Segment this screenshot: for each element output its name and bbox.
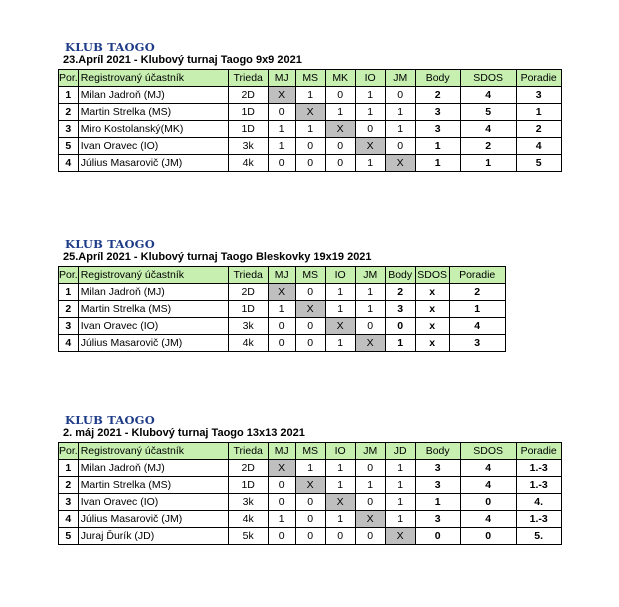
- column-header: MJ: [268, 443, 295, 460]
- table-cell: 1: [355, 477, 385, 494]
- table-cell: 4k: [228, 335, 268, 352]
- column-header: SDOS: [460, 70, 516, 87]
- table-cell: 1.-3: [516, 460, 561, 477]
- column-header: JM: [385, 70, 415, 87]
- table-cell: 5: [460, 104, 516, 121]
- table-cell: X: [268, 284, 295, 301]
- table-row: [59, 318, 506, 335]
- table-cell: 1: [415, 494, 460, 511]
- table-cell: x: [415, 284, 449, 301]
- rank-cell: 2: [59, 104, 79, 121]
- table-cell: 0: [295, 528, 325, 545]
- table-row: [59, 528, 562, 545]
- table-cell: 0: [385, 318, 415, 335]
- table-cell: X: [268, 87, 295, 104]
- table-cell: 0: [295, 155, 325, 172]
- table-cell: 1: [325, 477, 355, 494]
- table-cell: 3: [415, 121, 460, 138]
- table-cell: x: [415, 335, 449, 352]
- table-cell: 3: [415, 477, 460, 494]
- rank-cell: 4: [59, 511, 79, 528]
- table-cell: 1: [268, 138, 295, 155]
- table-cell: X: [355, 138, 385, 155]
- table-row: [59, 87, 562, 104]
- table-cell: X: [268, 460, 295, 477]
- table-cell: 1D: [228, 104, 268, 121]
- table-cell: 2D: [228, 460, 268, 477]
- column-header: MS: [295, 267, 325, 284]
- club-title: KLUB TAOGO: [65, 237, 155, 251]
- table-row: [59, 138, 562, 155]
- rank-cell: 3: [59, 494, 79, 511]
- table-cell: 0: [295, 138, 325, 155]
- rank-cell: 1: [59, 460, 79, 477]
- table-cell: 4: [460, 477, 516, 494]
- table-row: [59, 335, 506, 352]
- table-cell: 4: [460, 511, 516, 528]
- tournament-subtitle: 23.Apríl 2021 - Klubový turnaj Taogo 9x9 2021: [63, 54, 302, 66]
- participant-name: Ivan Oravec (IO): [78, 318, 228, 335]
- column-header: Trieda: [228, 443, 268, 460]
- table-cell: 3: [415, 511, 460, 528]
- table-cell: X: [385, 155, 415, 172]
- table-cell: 1: [385, 121, 415, 138]
- table-cell: X: [355, 335, 385, 352]
- table-cell: 1: [295, 460, 325, 477]
- table-row: [59, 511, 562, 528]
- table-cell: 3: [415, 460, 460, 477]
- table-cell: 5: [516, 155, 561, 172]
- table-cell: 0: [355, 460, 385, 477]
- table-row: [59, 301, 506, 318]
- column-header: IO: [325, 267, 355, 284]
- rank-cell: 3: [59, 318, 79, 335]
- table-cell: X: [325, 318, 355, 335]
- club-title: KLUB TAOGO: [65, 413, 155, 427]
- column-header: JM: [355, 267, 385, 284]
- table-cell: 0: [460, 494, 516, 511]
- results-table: [58, 266, 506, 352]
- header-row: [59, 267, 506, 284]
- table-cell: 1: [385, 335, 415, 352]
- table-cell: 1D: [228, 121, 268, 138]
- table-cell: 4k: [228, 155, 268, 172]
- column-header: Body: [385, 267, 415, 284]
- table-cell: 0: [295, 335, 325, 352]
- table-cell: 2: [385, 284, 415, 301]
- table-cell: 1: [355, 104, 385, 121]
- table-cell: 3k: [228, 494, 268, 511]
- table-cell: 0: [268, 335, 295, 352]
- table-cell: 1: [385, 460, 415, 477]
- table-cell: 1: [415, 155, 460, 172]
- rank-cell: 2: [59, 477, 79, 494]
- column-header: Poradie: [516, 70, 561, 87]
- participant-name: Milan Jadroň (MJ): [78, 284, 228, 301]
- table-cell: 1: [268, 301, 295, 318]
- column-header: IO: [355, 70, 385, 87]
- rank-cell: 3: [59, 121, 79, 138]
- rank-cell: 4: [59, 155, 79, 172]
- column-header: JM: [355, 443, 385, 460]
- table-cell: 1: [295, 121, 325, 138]
- participant-name: Miro Kostolanský(MK): [78, 121, 228, 138]
- table-cell: 1: [295, 87, 325, 104]
- table-cell: 0: [355, 121, 385, 138]
- table-cell: 1: [385, 104, 415, 121]
- column-header: SDOS: [460, 443, 516, 460]
- table-cell: 0: [268, 494, 295, 511]
- table-cell: 0: [355, 318, 385, 335]
- column-header: Por.: [59, 267, 79, 284]
- column-header: Registrovaný účastník: [78, 443, 228, 460]
- table-cell: 5k: [228, 528, 268, 545]
- table-cell: 1: [385, 477, 415, 494]
- table-cell: 0: [325, 138, 355, 155]
- column-header: SDOS: [415, 267, 449, 284]
- table-cell: 1: [385, 511, 415, 528]
- tournament-subtitle: 2. máj 2021 - Klubový turnaj Taogo 13x13 2021: [63, 427, 305, 439]
- table-cell: X: [325, 121, 355, 138]
- table-cell: 1: [325, 460, 355, 477]
- table-cell: 0: [268, 104, 295, 121]
- results-table: [58, 442, 562, 545]
- table-cell: 1: [355, 155, 385, 172]
- participant-name: Milan Jadroň (MJ): [78, 87, 228, 104]
- table-cell: 4: [460, 460, 516, 477]
- participant-name: Ivan Oravec (IO): [78, 138, 228, 155]
- table-cell: 0: [295, 318, 325, 335]
- table-cell: x: [415, 318, 449, 335]
- table-cell: 0: [325, 87, 355, 104]
- column-header: Registrovaný účastník: [78, 267, 228, 284]
- table-cell: 1.-3: [516, 477, 561, 494]
- table-cell: 1: [449, 301, 505, 318]
- table-cell: 0: [268, 318, 295, 335]
- table-row: [59, 494, 562, 511]
- table-row: [59, 121, 562, 138]
- column-header: Body: [415, 443, 460, 460]
- results-table: [58, 69, 562, 172]
- table-cell: 1: [516, 104, 561, 121]
- header-row: [59, 70, 562, 87]
- table-cell: 0: [385, 87, 415, 104]
- table-cell: X: [295, 477, 325, 494]
- table-cell: 4: [516, 138, 561, 155]
- table-cell: 4.: [516, 494, 561, 511]
- participant-name: Milan Jadroň (MJ): [78, 460, 228, 477]
- table-cell: 0: [325, 528, 355, 545]
- table-cell: 4: [449, 318, 505, 335]
- table-cell: 2: [460, 138, 516, 155]
- table-cell: X: [295, 301, 325, 318]
- column-header: Por.: [59, 70, 79, 87]
- column-header: IO: [325, 443, 355, 460]
- table-cell: 2: [516, 121, 561, 138]
- table-row: [59, 104, 562, 121]
- column-header: MS: [295, 70, 325, 87]
- table-cell: 1.-3: [516, 511, 561, 528]
- rank-cell: 1: [59, 87, 79, 104]
- table-cell: 1: [415, 138, 460, 155]
- participant-name: Július Masarovič (JM): [78, 511, 228, 528]
- rank-cell: 1: [59, 284, 79, 301]
- table-row: [59, 155, 562, 172]
- table-cell: 0: [355, 528, 385, 545]
- table-cell: 2D: [228, 284, 268, 301]
- column-header: Trieda: [228, 267, 268, 284]
- column-header: Poradie: [516, 443, 561, 460]
- table-cell: 1D: [228, 477, 268, 494]
- table-cell: 0: [268, 477, 295, 494]
- table-cell: 1: [325, 284, 355, 301]
- column-header: MJ: [268, 70, 295, 87]
- table-cell: X: [355, 511, 385, 528]
- rank-cell: 5: [59, 138, 79, 155]
- club-title: KLUB TAOGO: [65, 40, 155, 54]
- table-cell: 3k: [228, 318, 268, 335]
- table-cell: 1: [268, 511, 295, 528]
- table-cell: X: [325, 494, 355, 511]
- table-cell: 1: [355, 284, 385, 301]
- participant-name: Juraj Ďurík (JD): [78, 528, 228, 545]
- table-cell: 3: [449, 335, 505, 352]
- rank-cell: 5: [59, 528, 79, 545]
- tournament-subtitle: 25.Apríl 2021 - Klubový turnaj Taogo Bleskovky 19x19 2021: [63, 251, 372, 263]
- header-row: [59, 443, 562, 460]
- column-header: Por.: [59, 443, 79, 460]
- table-cell: 0: [460, 528, 516, 545]
- rank-cell: 4: [59, 335, 79, 352]
- table-cell: x: [415, 301, 449, 318]
- table-cell: 0: [268, 155, 295, 172]
- table-cell: 0: [268, 528, 295, 545]
- rank-cell: 2: [59, 301, 79, 318]
- table-cell: 1D: [228, 301, 268, 318]
- table-cell: 1: [385, 494, 415, 511]
- column-header: JD: [385, 443, 415, 460]
- column-header: MJ: [268, 267, 295, 284]
- table-cell: X: [295, 104, 325, 121]
- table-cell: 1: [325, 104, 355, 121]
- table-cell: 4: [460, 121, 516, 138]
- table-cell: 1: [460, 155, 516, 172]
- table-cell: 0: [385, 138, 415, 155]
- column-header: Registrovaný účastník: [78, 70, 228, 87]
- participant-name: Július Masarovič (JM): [78, 155, 228, 172]
- table-cell: 4: [460, 87, 516, 104]
- table-row: [59, 460, 562, 477]
- column-header: Trieda: [228, 70, 268, 87]
- table-cell: 3k: [228, 138, 268, 155]
- table-cell: 1: [325, 511, 355, 528]
- column-header: MS: [295, 443, 325, 460]
- table-cell: X: [385, 528, 415, 545]
- table-cell: 0: [295, 511, 325, 528]
- table-cell: 1: [325, 335, 355, 352]
- table-cell: 2: [449, 284, 505, 301]
- table-cell: 0: [295, 284, 325, 301]
- participant-name: Július Masarovič (JM): [78, 335, 228, 352]
- participant-name: Martin Strelka (MS): [78, 301, 228, 318]
- table-cell: 3: [385, 301, 415, 318]
- table-cell: 2: [415, 87, 460, 104]
- participant-name: Martin Strelka (MS): [78, 477, 228, 494]
- column-header: Body: [415, 70, 460, 87]
- column-header: MK: [325, 70, 355, 87]
- table-cell: 0: [415, 528, 460, 545]
- table-cell: 2D: [228, 87, 268, 104]
- column-header: Poradie: [449, 267, 505, 284]
- participant-name: Ivan Oravec (IO): [78, 494, 228, 511]
- table-cell: 3: [516, 87, 561, 104]
- table-cell: 0: [295, 494, 325, 511]
- table-row: [59, 284, 506, 301]
- participant-name: Martin Strelka (MS): [78, 104, 228, 121]
- table-cell: 1: [355, 301, 385, 318]
- table-cell: 0: [355, 494, 385, 511]
- table-cell: 3: [415, 104, 460, 121]
- table-cell: 1: [268, 121, 295, 138]
- table-cell: 0: [325, 155, 355, 172]
- table-cell: 4k: [228, 511, 268, 528]
- table-cell: 1: [355, 87, 385, 104]
- table-cell: 5.: [516, 528, 561, 545]
- table-row: [59, 477, 562, 494]
- table-cell: 1: [325, 301, 355, 318]
